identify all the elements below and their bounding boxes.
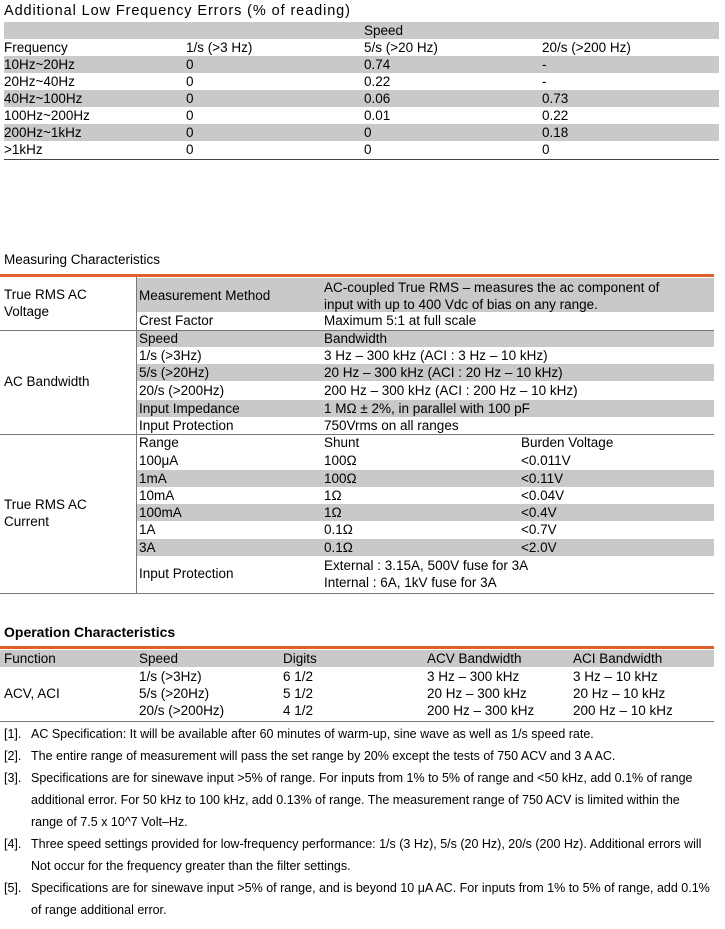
- cell-20s: 0.22: [542, 108, 569, 123]
- table-bottom-rule: [0, 593, 714, 594]
- cell-5s: 0.22: [364, 74, 391, 89]
- cell-frequency: 10Hz~20Hz: [4, 57, 75, 72]
- bw-speed: 20/s (>200Hz): [139, 383, 225, 398]
- aci-burden: <2.0V: [521, 540, 557, 555]
- cell-20s: 0: [542, 142, 550, 157]
- header-frequency: Frequency: [4, 40, 68, 55]
- row-band: [137, 470, 714, 487]
- header-acv-bandwidth: ACV Bandwidth: [427, 651, 522, 666]
- method-value: [324, 279, 659, 313]
- cell-5s: 0.06: [364, 91, 391, 106]
- function-label: ACV, ACI: [4, 686, 60, 701]
- table-group-header-row: [4, 22, 719, 39]
- bw-value: 20 Hz – 300 kHz (ACI : 20 Hz – 10 kHz): [324, 365, 563, 380]
- aci-range: 10mA: [139, 488, 175, 503]
- cell-20s: 0.18: [542, 125, 569, 140]
- table-row: [4, 90, 719, 107]
- method-label: Measurement Method: [139, 288, 271, 303]
- row-band: [137, 539, 714, 556]
- table-row: [4, 107, 719, 124]
- table-row: [4, 56, 719, 73]
- row-band: [137, 504, 714, 521]
- current-protection-value: [324, 557, 528, 591]
- row-band: [137, 330, 714, 347]
- footnote-text: Three speed settings provided for low-frequency performance: 1/s (3 Hz), 5/s (20 Hz), 20/s (200 Hz). Additional errors will Not occur for the frequency greater than the filter settings.: [31, 837, 702, 873]
- op-speed: 5/s (>20Hz): [139, 686, 210, 701]
- voltage-protection-value: 750Vrms on all ranges: [324, 418, 459, 433]
- cell-1s: 0: [186, 108, 194, 123]
- op-aci-bw: 200 Hz – 10 kHz: [573, 703, 673, 718]
- crest-value: Maximum 5:1 at full scale: [324, 313, 477, 328]
- aci-shunt: 100Ω: [324, 453, 357, 468]
- cell-20s: -: [542, 74, 547, 89]
- bw-value: 3 Hz – 300 kHz (ACI : 3 Hz – 10 kHz): [324, 348, 548, 363]
- op-acv-bw: 20 Hz – 300 kHz: [427, 686, 527, 701]
- cell-frequency: 200Hz~1kHz: [4, 125, 82, 140]
- protection-external: External : 3.15A, 500V fuse for 3A: [324, 558, 529, 573]
- aci-burden: <0.7V: [521, 522, 557, 537]
- acv-group-label: [4, 286, 87, 320]
- cell-20s: -: [542, 57, 547, 72]
- table-row: [4, 73, 719, 90]
- op-digits: 5 1/2: [283, 686, 314, 701]
- op-acv-bw: 200 Hz – 300 kHz: [427, 703, 535, 718]
- aci-label-line2: Current: [4, 514, 50, 529]
- bw-value: 200 Hz – 300 kHz (ACI : 200 Hz – 10 kHz): [324, 383, 578, 398]
- section-accent-rule: [0, 646, 714, 649]
- aci-burden: <0.4V: [521, 505, 557, 520]
- burden-header: Burden Voltage: [521, 435, 614, 450]
- bandwidth-group-label: AC Bandwidth: [4, 374, 90, 389]
- crest-label: Crest Factor: [139, 313, 214, 328]
- impedance-label: Input Impedance: [139, 401, 240, 416]
- op-aci-bw: 20 Hz – 10 kHz: [573, 686, 666, 701]
- header-speed-1s: 1/s (>3 Hz): [186, 40, 253, 55]
- method-value-line2: input with up to 400 Vdc of bias on any range.: [324, 297, 598, 312]
- aci-range: 100μA: [139, 453, 179, 468]
- footnote-number: [2].: [4, 749, 22, 763]
- footnote-number: [3].: [4, 771, 22, 785]
- table-bottom-rule: [0, 721, 714, 722]
- footnote-text: Specifications are for sinewave input >5% of range, and is beyond 10 μA AC. For inputs from 1% to 5% of range, add 0.1% of range additional error.: [31, 881, 710, 917]
- operation-characteristics-title: Operation Characteristics: [4, 624, 176, 640]
- aci-group-label: [4, 496, 87, 530]
- cell-1s: 0: [186, 125, 194, 140]
- table-header-row: [4, 39, 719, 56]
- section-accent-rule: [0, 274, 714, 277]
- acv-label-line1: True RMS AC: [4, 287, 87, 302]
- aci-shunt: 0.1Ω: [324, 522, 353, 537]
- op-speed: 20/s (>200Hz): [139, 703, 225, 718]
- op-aci-bw: 3 Hz – 10 kHz: [573, 669, 658, 684]
- shunt-header: Shunt: [324, 435, 360, 450]
- op-digits: 6 1/2: [283, 669, 314, 684]
- table-row: [4, 141, 719, 158]
- header-speed-5s: 5/s (>20 Hz): [364, 40, 438, 55]
- cell-frequency: 20Hz~40Hz: [4, 74, 75, 89]
- aci-label-line1: True RMS AC: [4, 497, 87, 512]
- op-speed: 1/s (>3Hz): [139, 669, 202, 684]
- footnote-text: The entire range of measurement will pass the set range by 20% except the tests of 750 ACV and 3 A AC.: [31, 749, 616, 763]
- low-frequency-errors-title: Additional Low Frequency Errors (% of reading): [4, 3, 351, 19]
- voltage-protection-label: Input Protection: [139, 418, 234, 433]
- method-value-line1: AC-coupled True RMS – measures the ac component of: [324, 280, 660, 295]
- aci-shunt: 0.1Ω: [324, 540, 353, 555]
- range-header: Range: [139, 435, 179, 450]
- header-digits: Digits: [283, 651, 317, 666]
- aci-burden: <0.04V: [521, 488, 565, 503]
- bw-speed: 5/s (>20Hz): [139, 365, 210, 380]
- cell-5s: 0: [364, 125, 372, 140]
- aci-burden: <0.011V: [521, 453, 571, 468]
- footnote-number: [5].: [4, 881, 22, 895]
- header-function: Function: [4, 651, 56, 666]
- cell-5s: 0.74: [364, 57, 391, 72]
- cell-frequency: 40Hz~100Hz: [4, 91, 83, 106]
- bw-speed: 1/s (>3Hz): [139, 348, 202, 363]
- cell-20s: 0.73: [542, 91, 569, 106]
- header-speed: Speed: [139, 651, 179, 666]
- bw-speed-header: Speed: [139, 331, 179, 346]
- protection-internal: Internal : 6A, 1kV fuse for 3A: [324, 575, 497, 590]
- footnote-number: [4].: [4, 837, 22, 851]
- aci-range: 1mA: [139, 471, 167, 486]
- cell-1s: 0: [186, 142, 194, 157]
- bw-bandwidth-header: Bandwidth: [324, 331, 388, 346]
- table-row: [4, 124, 719, 141]
- aci-range: 3A: [139, 540, 156, 555]
- cell-5s: 0: [364, 142, 372, 157]
- header-speed-20s: 20/s (>200 Hz): [542, 40, 631, 55]
- op-digits: 4 1/2: [283, 703, 314, 718]
- aci-shunt: 1Ω: [324, 488, 342, 503]
- aci-range: 1A: [139, 522, 156, 537]
- measuring-characteristics-title: Measuring Characteristics: [4, 252, 161, 267]
- acv-label-line2: Voltage: [4, 304, 50, 319]
- cell-frequency: >1kHz: [4, 142, 43, 157]
- aci-shunt: 100Ω: [324, 471, 357, 486]
- speed-group-header: Speed: [364, 23, 404, 38]
- header-aci-bandwidth: ACI Bandwidth: [573, 651, 663, 666]
- footnote-text: AC Specification: It will be available after 60 minutes of warm-up, sine wave as well as 1/s speed rate.: [31, 727, 594, 741]
- column-divider: [136, 277, 137, 593]
- aci-burden: <0.11V: [521, 471, 564, 486]
- aci-range: 100mA: [139, 505, 182, 520]
- aci-shunt: 1Ω: [324, 505, 342, 520]
- cell-1s: 0: [186, 74, 194, 89]
- cell-1s: 0: [186, 91, 194, 106]
- table-bottom-rule: [4, 159, 719, 160]
- cell-frequency: 100Hz~200Hz: [4, 108, 90, 123]
- impedance-value: 1 MΩ ± 2%, in parallel with 100 pF: [324, 401, 530, 416]
- op-acv-bw: 3 Hz – 300 kHz: [427, 669, 520, 684]
- current-protection-label: Input Protection: [139, 566, 234, 581]
- cell-1s: 0: [186, 57, 194, 72]
- footnote-text: Specifications are for sinewave input >5% of range. For inputs from 1% to 5% of range and <50 kHz, add 0.1% of range additional error. For 50 kHz to 100 kHz, add 0.13% of range. The measurement range of 750 ACV is limited within the range of 7.5 x 10^7 Volt–Hz.: [31, 771, 693, 829]
- cell-5s: 0.01: [364, 108, 391, 123]
- footnote-number: [1].: [4, 727, 22, 741]
